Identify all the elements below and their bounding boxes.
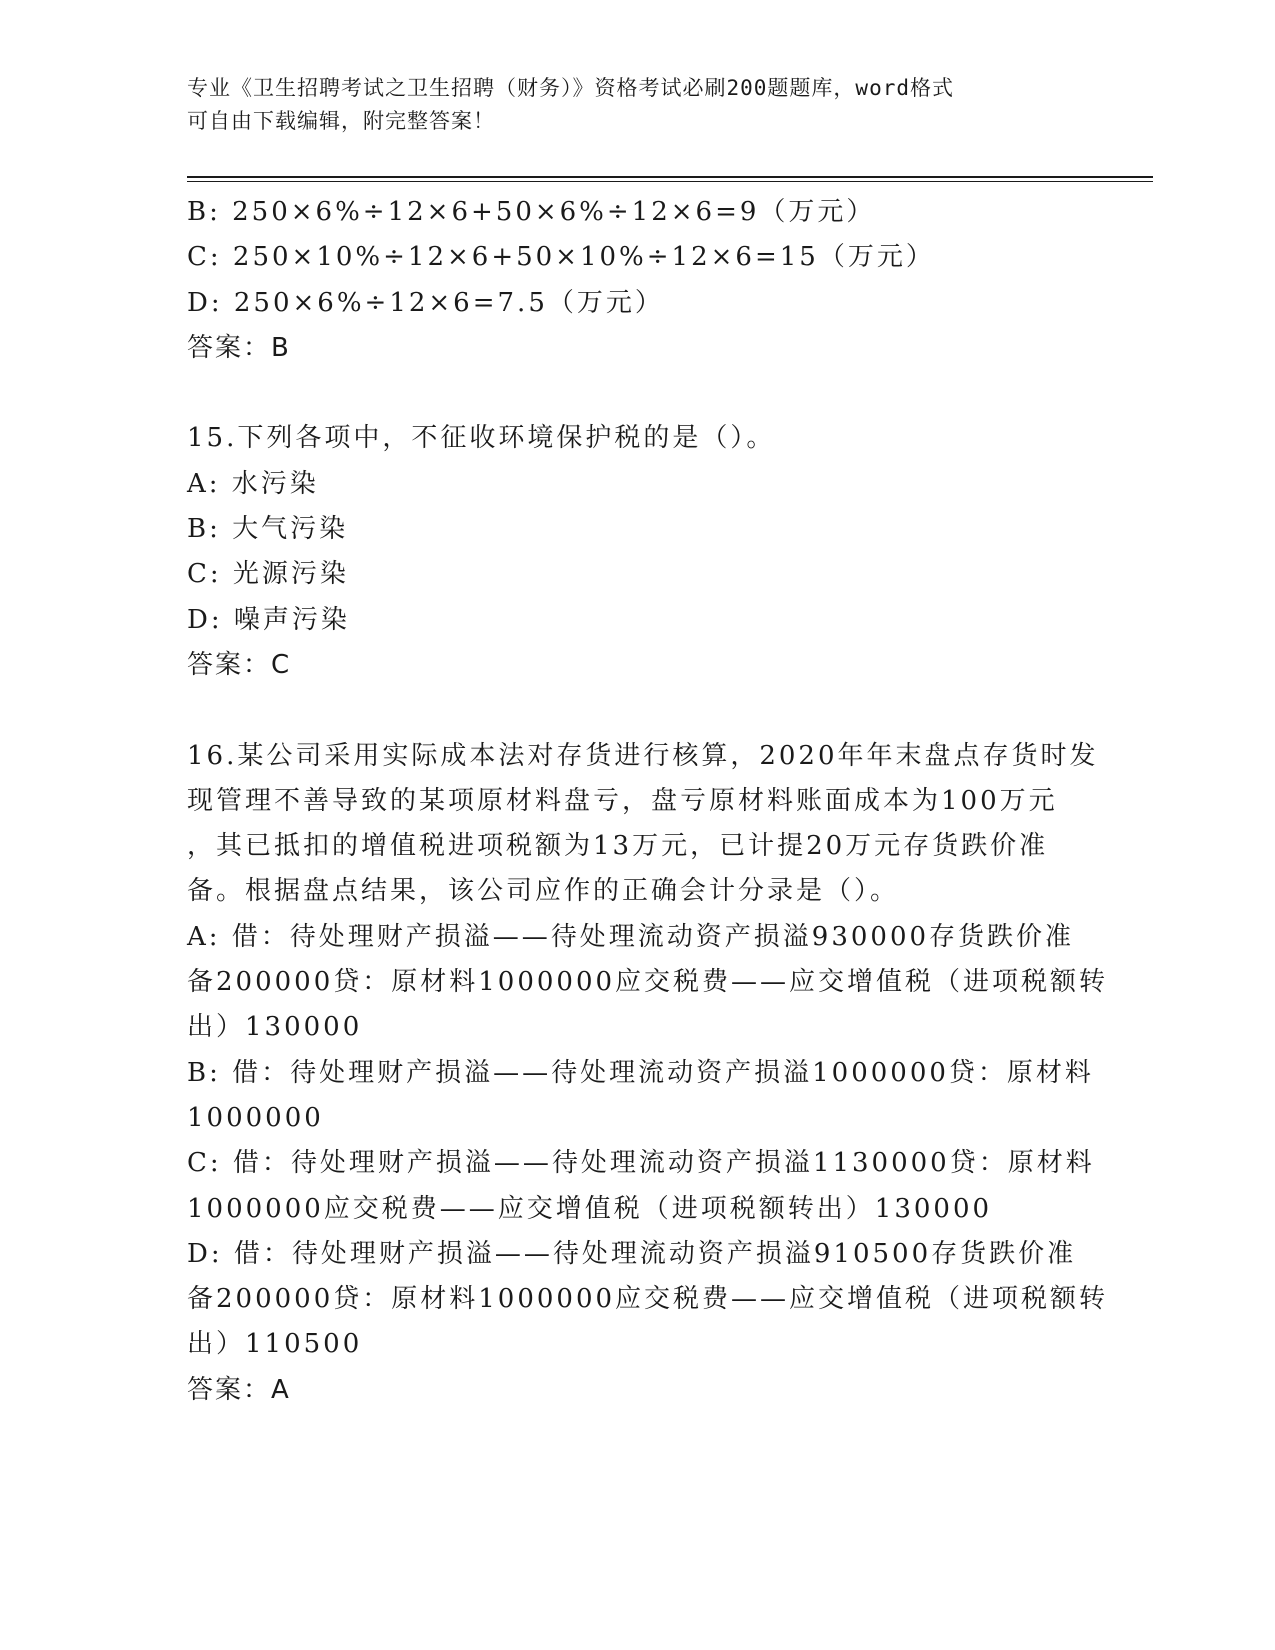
q15-answer: 答案：C (187, 649, 292, 680)
q16-option-b-line-2: 1000000 (187, 1102, 324, 1133)
q15-option-a: A: 水污染 (187, 468, 319, 499)
q15-option-c: C: 光源污染 (187, 559, 349, 590)
q16-option-a-line-1: A: 借：待处理财产损溢——待处理流动资产损溢930000存货跌价准 (187, 921, 1075, 952)
header-divider-thin (187, 181, 1153, 182)
q16-option-b-line-1: B: 借：待处理财产损溢——待处理流动资产损溢1000000贷：原材料 (187, 1057, 1094, 1088)
header-divider-thick (187, 176, 1153, 178)
q16-question-line-3: ，其已抵扣的增值税进项税额为13万元，已计提20万元存货跌价准 (187, 831, 1049, 862)
q16-question-line-1: 16.某公司采用实际成本法对存货进行核算，2020年年末盘点存货时发 (187, 740, 1099, 771)
q16-question-line-4: 备。根据盘点结果，该公司应作的正确会计分录是（）。 (187, 876, 900, 907)
q14-option-d: D: 250×6%÷12×6=7.5（万元） (187, 287, 664, 318)
q16-option-c-line-2: 1000000应交税费——应交增值税（进项税额转出）130000 (187, 1193, 993, 1224)
q16-option-c-line-1: C: 借：待处理财产损溢——待处理流动资产损溢1130000贷：原材料 (187, 1148, 1095, 1179)
q16-option-d-line-1: D: 借：待处理财产损溢——待处理流动资产损溢910500存货跌价准 (187, 1238, 1077, 1269)
header-title-line-1: 专业《卫生招聘考试之卫生招聘（财务）》资格考试必刷200题题库，word格式 (187, 76, 954, 100)
header-title-line-2: 可自由下载编辑，附完整答案！ (187, 109, 495, 133)
q16-option-d-line-3: 出）110500 (187, 1329, 363, 1360)
q15-option-b: B: 大气污染 (187, 514, 349, 545)
q14-option-c: C: 250×10%÷12×6+50×10%÷12×6=15（万元） (187, 242, 935, 273)
q14-option-b: B: 250×6%÷12×6+50×6%÷12×6=9（万元） (187, 197, 876, 227)
q16-option-a-line-3: 出）130000 (187, 1012, 363, 1043)
q16-option-d-line-2: 备200000贷：原材料1000000应交税费——应交增值税（进项税额转 (187, 1284, 1109, 1315)
document-header (187, 72, 1087, 138)
q14-answer: 答案：B (187, 332, 291, 363)
spacer (187, 371, 1087, 416)
q16-answer: 答案：A (187, 1374, 291, 1405)
q16-question-line-2: 现管理不善导致的某项原材料盘亏，盘亏原材料账面成本为100万元 (187, 785, 1058, 816)
q15-question: 15.下列各项中，不征收环境保护税的是（）。 (187, 423, 776, 454)
spacer (187, 688, 1087, 733)
q16-option-a-line-2: 备200000贷：原材料1000000应交税费——应交增值税（进项税额转 (187, 967, 1109, 998)
document-body (187, 190, 1109, 1413)
q15-option-d: D: 噪声污染 (187, 604, 350, 635)
